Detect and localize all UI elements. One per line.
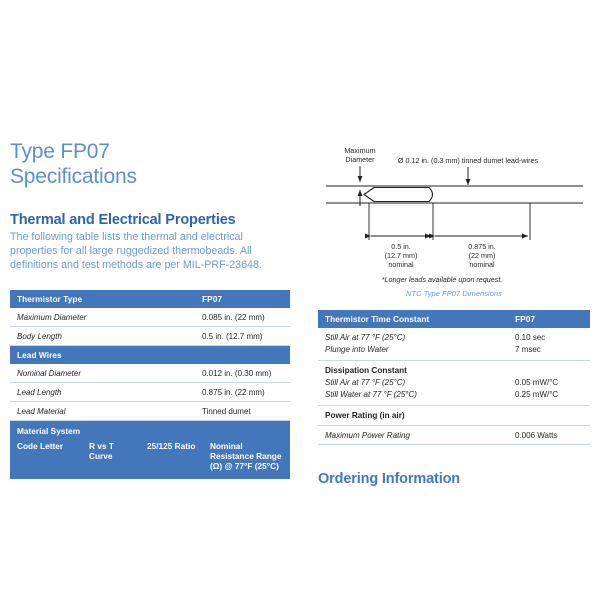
label-leadwire-diameter: Ø 0.12 in. (0.3 mm) tinned dumet lead-wires bbox=[397, 156, 539, 165]
table-row bbox=[318, 344, 590, 361]
page-title-line-1: Type FP07 bbox=[10, 140, 110, 163]
row-label: Body Length bbox=[10, 327, 195, 346]
row-value: 0.085 in. (22 mm) bbox=[195, 308, 290, 327]
material-system-column-headers bbox=[10, 439, 290, 478]
header-value-fp07: FP07 bbox=[508, 310, 590, 328]
row-label: Still Air at 77 °F (25°C) bbox=[325, 333, 406, 342]
dimension-body-line3: nominal bbox=[388, 260, 414, 269]
row-value: 0.25 mW/°C bbox=[508, 389, 590, 406]
table-row bbox=[10, 402, 290, 421]
header-label-time-constant: Thermistor Time Constant bbox=[318, 310, 508, 328]
diagram-caption: NTC Type FP07 Dimensions bbox=[406, 289, 502, 298]
table-row bbox=[318, 389, 590, 406]
column-header-25-125-ratio: 25/125 Ratio bbox=[140, 439, 203, 478]
label-maximum-diameter-line1: Maximum bbox=[344, 146, 376, 155]
column-header-r-vs-t-curve: R vs T Curve bbox=[82, 439, 140, 478]
table-row bbox=[318, 377, 590, 389]
subhead-label-power-rating: Power Rating (in air) bbox=[325, 411, 405, 420]
table-row bbox=[10, 364, 290, 383]
band-spacer bbox=[195, 346, 290, 365]
row-value: 0.006 Watts bbox=[508, 426, 590, 445]
column-header-code-letter: Code Letter bbox=[10, 439, 82, 478]
dimension-body-line1: 0.5 in. bbox=[391, 242, 411, 251]
right-table-wrapper bbox=[318, 310, 590, 445]
table-header-row bbox=[318, 310, 590, 328]
right-column bbox=[318, 140, 590, 487]
dimension-lead-line1: 0.875 in. bbox=[468, 242, 496, 251]
row-value: 7 msec bbox=[508, 344, 590, 361]
thermistor-type-table bbox=[10, 290, 290, 421]
band-label-material-system: Material System bbox=[10, 421, 290, 439]
row-value: 0.012 in. (0.30 mm) bbox=[195, 364, 290, 383]
row-label: Lead Material bbox=[10, 402, 195, 421]
table-row bbox=[318, 328, 590, 344]
table-header-row bbox=[10, 290, 290, 308]
diagram-svg bbox=[318, 140, 590, 288]
row-label: Lead Length bbox=[10, 383, 195, 402]
thermistor-time-constant-table bbox=[318, 310, 590, 445]
row-label: Plunge into Water bbox=[318, 344, 508, 361]
section-heading-ordering-information: Ordering Information bbox=[318, 471, 461, 487]
row-label: Nominal Diameter bbox=[10, 364, 195, 383]
band-row-lead-wires bbox=[10, 346, 290, 365]
subhead-row-dissipation-constant bbox=[318, 361, 590, 377]
subhead-row-power-rating bbox=[318, 406, 590, 426]
thermistor-bead-shape bbox=[364, 188, 433, 202]
band-row-material-system bbox=[10, 421, 290, 439]
row-value: 0.10 sec bbox=[515, 333, 546, 342]
table-row bbox=[10, 383, 290, 402]
row-label: Still Water at 77 °F (25°C) bbox=[318, 389, 508, 406]
dimension-body-line2: (12.7 mm) bbox=[384, 251, 418, 260]
section-heading-thermal-electrical: Thermal and Electrical Properties bbox=[10, 211, 236, 228]
row-value: 0.5 in. (12.7 mm) bbox=[195, 327, 290, 346]
subhead-spacer bbox=[508, 406, 590, 426]
material-system-table bbox=[10, 421, 290, 478]
subhead-spacer bbox=[508, 361, 590, 377]
row-value: Tinned dumet bbox=[195, 402, 290, 421]
table-row bbox=[10, 308, 290, 327]
dimension-lead-line3: nominal bbox=[469, 260, 495, 269]
diagram-footnote: *Longer leads available upon request. bbox=[381, 275, 503, 284]
band-label-lead-wires: Lead Wires bbox=[10, 346, 195, 365]
fp07-dimensions-diagram bbox=[318, 140, 590, 288]
table-row bbox=[318, 426, 590, 445]
table-row bbox=[10, 327, 290, 346]
column-header-nominal-resistance-range: Nominal Resistance Range (Ω) @ 77°F (25°C) bbox=[203, 439, 290, 478]
page-title-line-2: Specifications bbox=[10, 164, 137, 188]
row-value: 0.05 mW/°C bbox=[515, 378, 559, 387]
dimension-lead-line2: (22 mm) bbox=[468, 251, 496, 260]
row-label: Maximum Diameter bbox=[10, 308, 195, 327]
page-title bbox=[10, 140, 290, 190]
header-value-fp07: FP07 bbox=[195, 290, 290, 308]
row-label: Still Air at 77 °F (25°C) bbox=[325, 378, 406, 387]
row-label: Maximum Power Rating bbox=[318, 426, 508, 445]
label-maximum-diameter-line2: Diameter bbox=[345, 155, 375, 164]
section-body-text: The following table lists the thermal and electrical properties for all large ruggedized thermobeads. All definitions and test methods are per MIL-PRF-23648. bbox=[10, 230, 262, 271]
header-label-thermistor-type: Thermistor Type bbox=[10, 290, 195, 308]
row-value: 0.875 in. (22 mm) bbox=[195, 383, 290, 402]
left-column bbox=[10, 140, 290, 479]
subhead-label-dissipation-constant: Dissipation Constant bbox=[325, 366, 407, 375]
